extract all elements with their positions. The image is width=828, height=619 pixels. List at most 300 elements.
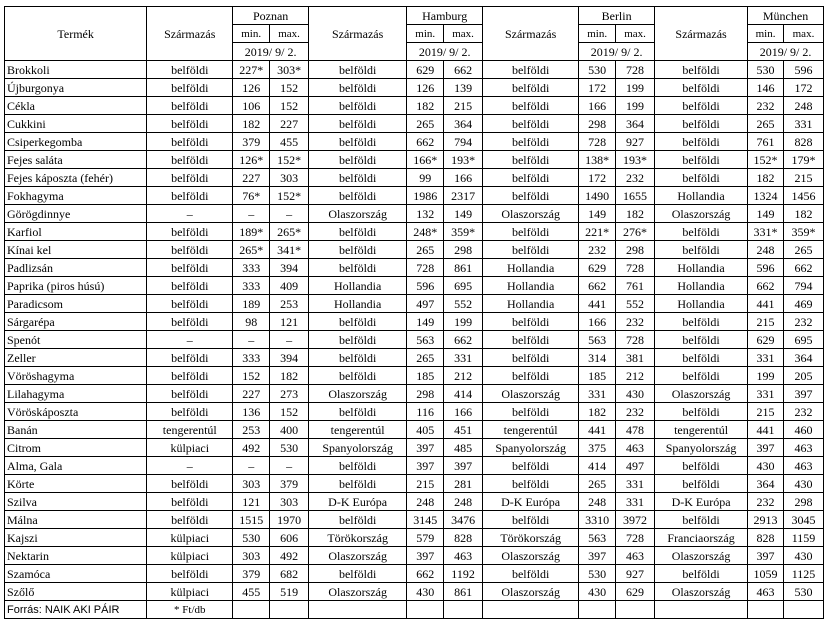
product-column-header: Termék (5, 7, 147, 61)
table-row (5, 547, 824, 565)
origin-cell: D-K Európa (654, 493, 747, 511)
max-price: 152 (270, 79, 309, 97)
product-name: Fokhagyma (5, 187, 147, 205)
city-header: Poznan (233, 7, 309, 25)
max-price: 463 (616, 439, 655, 457)
min-price: 248* (407, 223, 444, 241)
min-price: – (233, 457, 270, 475)
max-price: 927 (616, 565, 655, 583)
min-price: 563 (407, 331, 444, 349)
origin-cell: belföldi (654, 61, 747, 79)
empty-cell (309, 601, 407, 619)
empty-cell (233, 601, 270, 619)
max-price: 152 (270, 403, 309, 421)
max-price: 409 (270, 277, 309, 295)
date-header: 2019/ 9/ 2. (579, 43, 655, 61)
min-price: 136 (233, 403, 270, 421)
max-price: 381 (616, 349, 655, 367)
table-row (5, 187, 824, 205)
origin-cell: belföldi (309, 511, 407, 529)
max-price: 193* (444, 151, 483, 169)
max-price: 364 (616, 115, 655, 133)
table-row (5, 403, 824, 421)
min-price: 530 (748, 61, 784, 79)
origin-cell: belföldi (147, 241, 233, 259)
min-price: 248 (407, 493, 444, 511)
min-price: 441 (748, 421, 784, 439)
origin-cell: belföldi (654, 511, 747, 529)
origin-cell: belföldi (147, 151, 233, 169)
min-price: 106 (233, 97, 270, 115)
origin-cell: belföldi (147, 115, 233, 133)
origin-cell: – (147, 457, 233, 475)
min-price: 152 (233, 367, 270, 385)
origin-cell: tengerentúl (654, 421, 747, 439)
product-name: Görögdinnye (5, 205, 147, 223)
origin-cell: belföldi (483, 241, 579, 259)
origin-cell: Olaszország (483, 205, 579, 223)
min-price: 441 (748, 295, 784, 313)
origin-cell: belföldi (654, 475, 747, 493)
max-price: 485 (444, 439, 483, 457)
min-price: 629 (748, 331, 784, 349)
min-price: 530 (233, 529, 270, 547)
max-price: 463 (783, 439, 823, 457)
min-price: 172 (579, 169, 616, 187)
origin-cell: Olaszország (309, 385, 407, 403)
max-price: 364 (444, 115, 483, 133)
max-price: 606 (270, 529, 309, 547)
max-price: 519 (270, 583, 309, 601)
min-price: 227* (233, 61, 270, 79)
origin-cell: belföldi (309, 79, 407, 97)
max-price: 303 (270, 493, 309, 511)
max-price: 414 (444, 385, 483, 403)
product-name: Fejes káposzta (fehér) (5, 169, 147, 187)
min-price: 430 (407, 583, 444, 601)
min-price: 138* (579, 151, 616, 169)
origin-cell: D-K Európa (483, 493, 579, 511)
max-price: 451 (444, 421, 483, 439)
origin-cell: Hollandia (654, 259, 747, 277)
origin-cell: belföldi (654, 565, 747, 583)
origin-cell: Olaszország (483, 385, 579, 403)
origin-cell: belföldi (483, 367, 579, 385)
min-price: 215 (407, 475, 444, 493)
origin-cell: Olaszország (483, 583, 579, 601)
max-price: 469 (783, 295, 823, 313)
max-price: 728 (616, 259, 655, 277)
max-price: 298 (616, 241, 655, 259)
table-row (5, 457, 824, 475)
origin-cell: Olaszország (309, 583, 407, 601)
origin-cell: belföldi (147, 259, 233, 277)
origin-cell: belföldi (654, 151, 747, 169)
product-name: Cukkini (5, 115, 147, 133)
max-price: 861 (444, 259, 483, 277)
city-header: Berlin (579, 7, 655, 25)
date-header: 2019/ 9/ 2. (407, 43, 483, 61)
product-name: Banán (5, 421, 147, 439)
min-price: 314 (579, 349, 616, 367)
product-name: Vöröskáposzta (5, 403, 147, 421)
min-price: 761 (748, 133, 784, 151)
min-price: 166 (579, 97, 616, 115)
origin-cell: belföldi (654, 79, 747, 97)
max-price: 193* (616, 151, 655, 169)
max-price: 152 (270, 97, 309, 115)
table-row (5, 511, 824, 529)
table-row (5, 115, 824, 133)
min-price: 185 (407, 367, 444, 385)
min-price: 189 (233, 295, 270, 313)
min-price: 333 (233, 277, 270, 295)
min-price: 596 (748, 259, 784, 277)
min-price: 662 (407, 133, 444, 151)
max-price: 761 (616, 277, 655, 295)
min-price: 430 (748, 457, 784, 475)
max-price: 212 (444, 367, 483, 385)
table-row (5, 367, 824, 385)
product-name: Körte (5, 475, 147, 493)
origin-cell: belföldi (654, 241, 747, 259)
max-price: 298 (444, 241, 483, 259)
max-price: 397 (444, 457, 483, 475)
min-price: 379 (233, 565, 270, 583)
min-header: min. (407, 25, 444, 43)
origin-cell: belföldi (483, 313, 579, 331)
max-price: 2317 (444, 187, 483, 205)
product-name: Paprika (piros húsú) (5, 277, 147, 295)
origin-cell: Spanyolország (309, 439, 407, 457)
min-price: 199 (748, 367, 784, 385)
origin-cell: tengerentúl (309, 421, 407, 439)
max-price: 215 (783, 169, 823, 187)
max-price: 3476 (444, 511, 483, 529)
min-price: 375 (579, 439, 616, 457)
origin-cell: belföldi (147, 565, 233, 583)
empty-cell (654, 601, 747, 619)
origin-cell: Olaszország (309, 205, 407, 223)
table-row (5, 169, 824, 187)
product-name: Zeller (5, 349, 147, 367)
date-header: 2019/ 9/ 2. (233, 43, 309, 61)
origin-cell: Olaszország (483, 547, 579, 565)
origin-cell: belföldi (309, 115, 407, 133)
max-price: 182 (783, 205, 823, 223)
min-price: 364 (748, 475, 784, 493)
max-price: 331 (783, 115, 823, 133)
max-price: – (270, 205, 309, 223)
min-price: 333 (233, 259, 270, 277)
origin-column-header: Származás (483, 7, 579, 61)
min-price: 333 (233, 349, 270, 367)
max-price: 331 (616, 493, 655, 511)
min-price: 397 (407, 439, 444, 457)
origin-cell: belföldi (483, 331, 579, 349)
product-name: Fejes saláta (5, 151, 147, 169)
product-name: Szőlő (5, 583, 147, 601)
min-price: 149 (748, 205, 784, 223)
origin-cell: belföldi (309, 133, 407, 151)
origin-cell: belföldi (483, 223, 579, 241)
empty-cell (748, 601, 784, 619)
origin-cell: belföldi (483, 133, 579, 151)
max-price: 552 (444, 295, 483, 313)
source-note: Forrás: NAIK AKI PÁIR (5, 601, 147, 619)
min-price: 728 (579, 133, 616, 151)
origin-cell: belföldi (309, 367, 407, 385)
city-header: Hamburg (407, 7, 483, 25)
table-row (5, 133, 824, 151)
min-price: 405 (407, 421, 444, 439)
max-price: 149 (444, 205, 483, 223)
product-name: Padlizsán (5, 259, 147, 277)
min-price: 662 (407, 565, 444, 583)
table-row (5, 61, 824, 79)
origin-cell: Hollandia (309, 295, 407, 313)
origin-cell: belföldi (309, 331, 407, 349)
max-price: 215 (444, 97, 483, 115)
origin-cell: – (147, 205, 233, 223)
origin-cell: belföldi (147, 223, 233, 241)
origin-cell: D-K Európa (309, 493, 407, 511)
max-price: 172 (783, 79, 823, 97)
min-price: 149 (579, 205, 616, 223)
max-price: 794 (783, 277, 823, 295)
min-price: 121 (233, 493, 270, 511)
max-price: 152* (270, 187, 309, 205)
max-price: 394 (270, 349, 309, 367)
max-price: 281 (444, 475, 483, 493)
max-header: max. (783, 25, 823, 43)
max-price: 232 (616, 169, 655, 187)
min-price: 185 (579, 367, 616, 385)
product-name: Karfiol (5, 223, 147, 241)
origin-cell: belföldi (309, 61, 407, 79)
table-row (5, 529, 824, 547)
max-header: max. (616, 25, 655, 43)
max-price: 552 (616, 295, 655, 313)
max-price: 1192 (444, 565, 483, 583)
max-price: 303* (270, 61, 309, 79)
min-price: 1515 (233, 511, 270, 529)
min-price: 232 (579, 241, 616, 259)
origin-cell: belföldi (654, 457, 747, 475)
origin-cell: belföldi (654, 133, 747, 151)
origin-cell: Olaszország (654, 385, 747, 403)
table-row (5, 331, 824, 349)
max-price: 1655 (616, 187, 655, 205)
min-price: 596 (407, 277, 444, 295)
empty-cell (616, 601, 655, 619)
min-price: 253 (233, 421, 270, 439)
origin-cell: Hollandia (483, 259, 579, 277)
table-row (5, 313, 824, 331)
origin-cell: belföldi (309, 169, 407, 187)
max-price: 530 (783, 583, 823, 601)
min-price: 116 (407, 403, 444, 421)
origin-cell: tengerentúl (483, 421, 579, 439)
origin-cell: tengerentúl (147, 421, 233, 439)
min-price: 1059 (748, 565, 784, 583)
origin-cell: külpiaci (147, 529, 233, 547)
min-price: 265 (748, 115, 784, 133)
origin-cell: belföldi (483, 475, 579, 493)
max-price: 695 (444, 277, 483, 295)
origin-cell: belföldi (654, 97, 747, 115)
product-name: Vöröshagyma (5, 367, 147, 385)
product-name: Szamóca (5, 565, 147, 583)
max-price: 530 (270, 439, 309, 457)
max-price: 629 (616, 583, 655, 601)
max-price: 927 (616, 133, 655, 151)
min-price: 76* (233, 187, 270, 205)
product-name: Kajszi (5, 529, 147, 547)
product-name: Újburgonya (5, 79, 147, 97)
table-row (5, 565, 824, 583)
min-price: 331 (579, 385, 616, 403)
max-price: 359* (444, 223, 483, 241)
min-price: 441 (579, 295, 616, 313)
table-row (5, 241, 824, 259)
min-price: 1324 (748, 187, 784, 205)
max-price: – (270, 457, 309, 475)
min-price: 99 (407, 169, 444, 187)
origin-cell: belföldi (147, 295, 233, 313)
max-price: 276* (616, 223, 655, 241)
max-price: 179* (783, 151, 823, 169)
product-name: Kínai kel (5, 241, 147, 259)
min-price: 397 (748, 547, 784, 565)
origin-cell: belföldi (654, 403, 747, 421)
origin-cell: belföldi (147, 61, 233, 79)
min-price: 1490 (579, 187, 616, 205)
table-row (5, 295, 824, 313)
origin-cell: belföldi (147, 79, 233, 97)
max-price: 455 (270, 133, 309, 151)
max-price: 199 (444, 313, 483, 331)
max-price: 331 (616, 475, 655, 493)
table-row (5, 349, 824, 367)
origin-cell: belföldi (483, 349, 579, 367)
origin-cell: belföldi (147, 475, 233, 493)
origin-cell: belföldi (147, 313, 233, 331)
max-price: 331 (444, 349, 483, 367)
max-price: 303 (270, 169, 309, 187)
max-price: 460 (783, 421, 823, 439)
product-name: Málna (5, 511, 147, 529)
min-price: 530 (579, 61, 616, 79)
max-price: 662 (444, 61, 483, 79)
origin-cell: belföldi (309, 313, 407, 331)
min-price: 397 (748, 439, 784, 457)
min-price: 1986 (407, 187, 444, 205)
max-price: 861 (444, 583, 483, 601)
origin-cell: belföldi (483, 151, 579, 169)
min-price: 248 (579, 493, 616, 511)
empty-cell (444, 601, 483, 619)
product-name: Lilahagyma (5, 385, 147, 403)
table-row (5, 205, 824, 223)
max-price: 394 (270, 259, 309, 277)
table-row (5, 385, 824, 403)
origin-cell: Hollandia (483, 277, 579, 295)
table-row (5, 79, 824, 97)
max-price: 265* (270, 223, 309, 241)
max-price: 728 (616, 331, 655, 349)
date-header: 2019/ 9/ 2. (748, 43, 824, 61)
min-price: 172 (579, 79, 616, 97)
min-price: 397 (407, 457, 444, 475)
origin-cell: külpiaci (147, 547, 233, 565)
min-price: – (233, 331, 270, 349)
min-price: 397 (407, 547, 444, 565)
origin-cell: belföldi (483, 169, 579, 187)
max-price: 166 (444, 169, 483, 187)
table-row (5, 277, 824, 295)
min-price: 331 (748, 349, 784, 367)
max-price: 248 (444, 493, 483, 511)
origin-cell: belföldi (654, 115, 747, 133)
product-name: Paradicsom (5, 295, 147, 313)
origin-column-header: Származás (654, 7, 747, 61)
min-price: 563 (579, 529, 616, 547)
max-price: 298 (783, 493, 823, 511)
max-price: 232 (783, 403, 823, 421)
min-price: 166 (579, 313, 616, 331)
origin-cell: külpiaci (147, 583, 233, 601)
origin-cell: Hollandia (309, 277, 407, 295)
min-header: min. (579, 25, 616, 43)
origin-cell: belföldi (309, 97, 407, 115)
table-row (5, 421, 824, 439)
min-price: 331 (748, 385, 784, 403)
max-price: 182 (616, 205, 655, 223)
origin-cell: belföldi (147, 169, 233, 187)
origin-column-header: Származás (147, 7, 233, 61)
max-price: 463 (444, 547, 483, 565)
min-price: 215 (748, 313, 784, 331)
max-price: 430 (616, 385, 655, 403)
min-price: 298 (407, 385, 444, 403)
table-row (5, 439, 824, 457)
min-header: min. (233, 25, 270, 43)
table-body (5, 61, 824, 601)
origin-cell: belföldi (483, 97, 579, 115)
origin-cell: belföldi (483, 511, 579, 529)
origin-cell: belföldi (147, 367, 233, 385)
max-price: 341* (270, 241, 309, 259)
max-price: 232 (616, 313, 655, 331)
min-price: 530 (579, 565, 616, 583)
max-price: 463 (783, 457, 823, 475)
min-price: 828 (748, 529, 784, 547)
origin-cell: Olaszország (309, 547, 407, 565)
origin-cell: Hollandia (654, 187, 747, 205)
max-header: max. (270, 25, 309, 43)
min-price: 189* (233, 223, 270, 241)
max-price: 121 (270, 313, 309, 331)
origin-cell: Hollandia (654, 295, 747, 313)
table-row (5, 97, 824, 115)
min-price: 227 (233, 169, 270, 187)
origin-cell: Hollandia (483, 295, 579, 313)
min-price: 221* (579, 223, 616, 241)
min-price: 303 (233, 475, 270, 493)
min-header: min. (748, 25, 784, 43)
min-price: 463 (748, 583, 784, 601)
